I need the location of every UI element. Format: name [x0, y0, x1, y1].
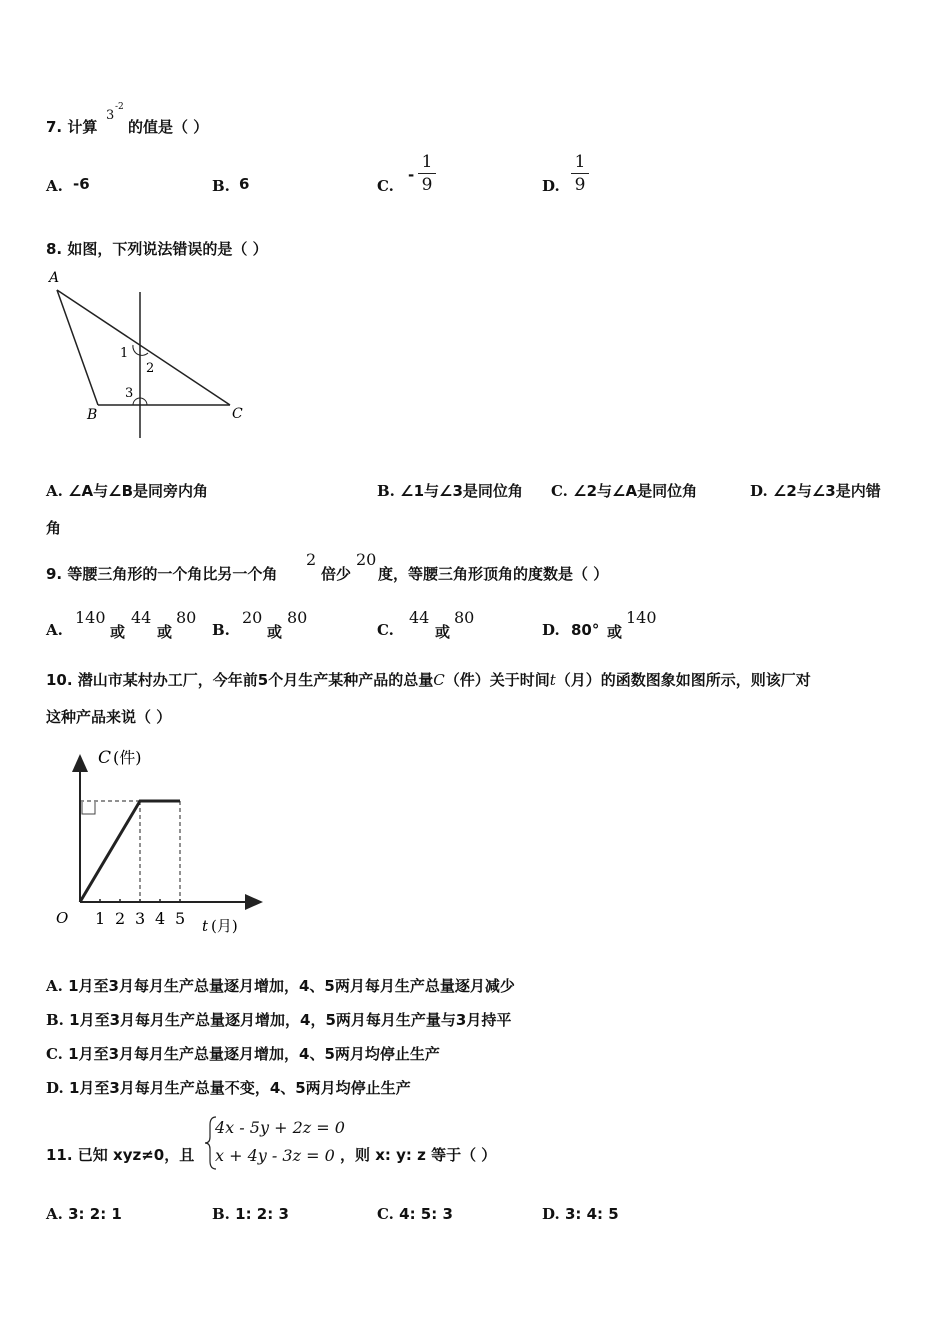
q9-option-d-label: D. — [542, 621, 560, 639]
q7-option-a-label: A. — [46, 177, 63, 195]
q9-option-b-or1: 或 — [267, 623, 283, 641]
q9-stem-part3: 度，等腰三角形顶角的度数是（ ） — [378, 565, 609, 583]
q10-production-chart — [40, 740, 270, 940]
q9-option-a-or1: 或 — [110, 623, 126, 641]
q9-option-a-value3: 80 — [176, 608, 197, 627]
q10-stem-line1 — [46, 669, 811, 690]
q10-stem-part-a: 10. 潜山市某村办工厂，今年前5个月生产某种产品的总量 — [46, 671, 434, 689]
q9-option-c-value1: 44 — [409, 608, 430, 627]
q9-option-b-label: B. — [212, 621, 230, 639]
q9-option-d-value2: 140 — [626, 608, 657, 627]
x-tick-label-1: 1 — [95, 909, 106, 928]
q10-option-a: A. 1月至3月每月生产总量逐月增加，4、5两月每月生产总量逐月减少 — [46, 977, 515, 995]
q11-equation-1: 4x - 5y + 2z = 0 — [215, 1118, 345, 1137]
q7-option-c-numerator: 1 — [421, 152, 433, 172]
angle-2-label: 2 — [146, 361, 155, 376]
vertex-a-label: A — [49, 270, 60, 286]
q8-option-a: A. ∠A与∠B是同旁内角 — [46, 482, 209, 500]
q9-option-a-value2: 44 — [131, 608, 152, 627]
y-axis-unit: (件) — [113, 748, 142, 767]
q9-option-a-label: A. — [46, 621, 63, 639]
q8-stem: 8. 如图，下列说法错误的是（ ） — [46, 240, 268, 258]
q7-exponent: -2 — [115, 102, 124, 112]
q10-stem-part-c: （月）的函数图象如图所示，则该厂对 — [555, 671, 811, 689]
q9-stem-part2: 倍少 — [321, 565, 352, 583]
q9-value-20: 20 — [356, 550, 377, 569]
q8-option-b: B. ∠1与∠3是同位角 — [377, 482, 523, 500]
q10-stem-line2: 这种产品来说（ ） — [46, 708, 172, 726]
q7-option-d-denominator: 9 — [574, 175, 586, 195]
q7-option-d-fraction — [571, 152, 589, 195]
q11-option-a: A. 3: 2: 1 — [46, 1205, 122, 1223]
q10-option-c: C. 1月至3月每月生产总量逐月增加，4、5两月均停止生产 — [46, 1045, 440, 1063]
chart-dynamic-marks — [80, 801, 185, 928]
q7-option-b-label: B. — [212, 177, 230, 195]
x-tick-label-4: 4 — [155, 909, 166, 928]
q9-option-c-or1: 或 — [435, 623, 451, 641]
q10-var-c: C — [433, 671, 445, 689]
x-tick-label-3: 3 — [135, 909, 146, 928]
q9-option-a-or2: 或 — [157, 623, 173, 641]
q7-option-d-numerator: 1 — [574, 152, 586, 172]
x-axis-var: t — [202, 917, 209, 935]
level-marker — [82, 802, 95, 814]
side-ac — [57, 290, 230, 405]
q9-option-a-value1: 140 — [75, 608, 106, 627]
side-ab — [57, 290, 98, 405]
q9-option-b-value1: 20 — [242, 608, 263, 627]
q7-stem-suffix: 的值是（ ） — [128, 118, 209, 136]
q11-equation-2: x + 4y - 3z = 0 — [215, 1146, 335, 1165]
q11-stem-part1: 11. 已知 xyz≠0，且 — [46, 1146, 195, 1164]
q7-option-b-value: 6 — [239, 175, 250, 193]
q8-option-c: C. ∠2与∠A是同位角 — [551, 482, 698, 500]
x-tick-label-2: 2 — [115, 909, 126, 928]
q7-option-c-denominator: 9 — [421, 175, 433, 195]
q10-stem-part-b: （件）关于时间 — [444, 671, 550, 689]
angle-3-label: 3 — [125, 386, 134, 401]
q10-option-d: D. 1月至3月每月生产总量不变，4、5两月均停止生产 — [46, 1079, 411, 1097]
q9-option-b-value2: 80 — [287, 608, 308, 627]
production-line — [80, 801, 180, 902]
q9-value-2: 2 — [306, 550, 317, 569]
x-axis-unit: (月) — [211, 917, 238, 935]
q11-option-c: C. 4: 5: 3 — [377, 1205, 453, 1223]
q9-stem-part1: 9. 等腰三角形的一个角比另一个角 — [46, 565, 278, 583]
q7-option-d-label: D. — [542, 177, 560, 195]
q11-option-b: B. 1: 2: 3 — [212, 1205, 289, 1223]
q7-stem-prefix: 7. 计算 — [46, 118, 98, 136]
vertex-b-label: B — [87, 407, 98, 423]
angle-1-label: 1 — [120, 346, 129, 361]
origin-label: O — [56, 909, 69, 927]
q11-stem-part2: ，则 x: y: z 等于（ ） — [340, 1146, 497, 1164]
q9-option-d-value1: 80° — [571, 621, 600, 639]
q7-option-c-sign: - — [408, 166, 415, 184]
q11-option-d: D. 3: 4: 5 — [542, 1205, 619, 1223]
fraction-bar — [418, 173, 436, 174]
q10-option-b: B. 1月至3月每月生产总量逐月增加，4，5两月每月生产量与3月持平 — [46, 1011, 512, 1029]
q7-base: 3 — [106, 108, 115, 123]
q7-option-c-label: C. — [377, 177, 394, 195]
q7-option-c-fraction — [418, 152, 436, 195]
q8-option-d: D. ∠2与∠3是内错 — [750, 482, 881, 500]
q9-option-c-label: C. — [377, 621, 394, 639]
x-tick-label-5: 5 — [175, 909, 186, 928]
q7-option-a-value: -6 — [73, 175, 90, 193]
vertex-c-label: C — [232, 406, 243, 422]
y-axis-var: C — [98, 748, 112, 768]
q9-option-c-value2: 80 — [454, 608, 475, 627]
q8-triangle-figure — [40, 266, 260, 446]
fraction-bar — [571, 173, 589, 174]
q10-var-t: t — [549, 671, 556, 689]
q9-option-d-or1: 或 — [607, 623, 623, 641]
q8-option-d-wrap: 角 — [46, 519, 62, 537]
